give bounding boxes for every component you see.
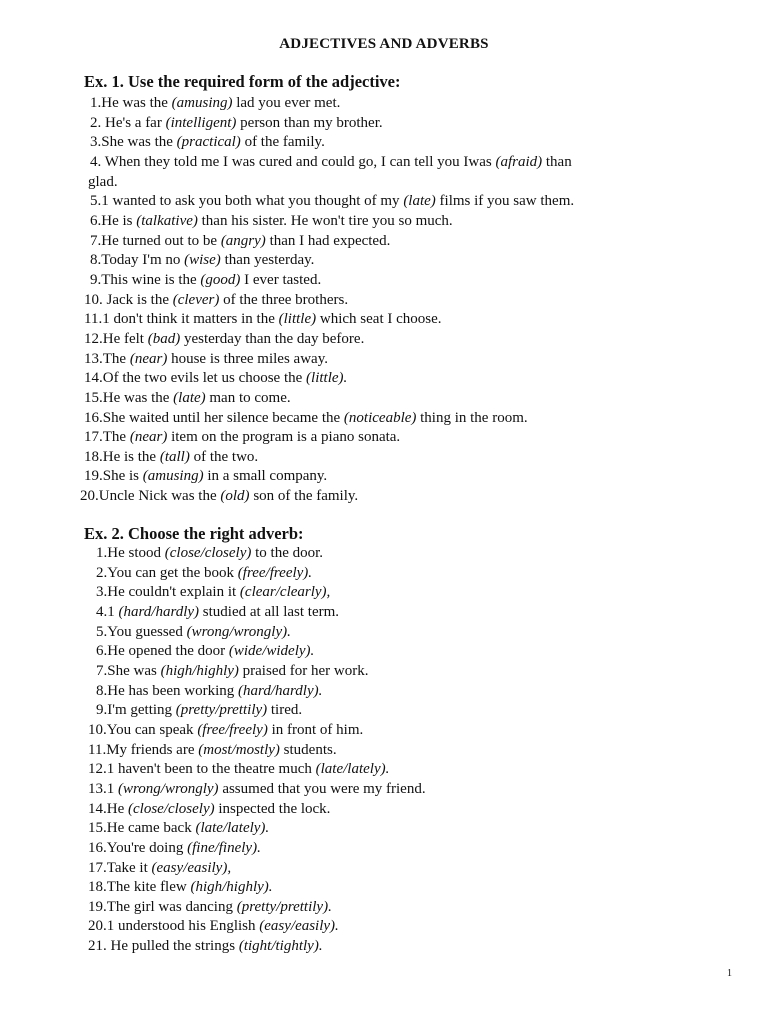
sentence-text: item on the program is a piano sonata. — [167, 429, 401, 446]
exercise-2-item — [0, 819, 730, 839]
sentence-text: studied at all last term. — [199, 603, 340, 620]
exercise-1-item — [0, 291, 730, 311]
page-title: ADJECTIVES AND ADVERBS — [279, 36, 489, 52]
sentence-text: 16.She waited until her silence became the — [84, 409, 344, 426]
word-hint: (late) — [403, 193, 436, 210]
sentence-text: 4.1 — [96, 603, 119, 620]
exercise-1-item-continuation: glad. — [88, 173, 118, 190]
sentence-text: man to come. — [205, 389, 291, 406]
sentence-text: I ever tasted. — [240, 271, 322, 288]
exercise-2-item — [0, 839, 730, 859]
exercise-1-item — [0, 350, 730, 370]
word-hint: (near) — [129, 350, 168, 367]
sentence-text: praised for her work. — [238, 662, 369, 679]
exercise-2-item — [0, 898, 730, 918]
sentence-text: which seat I choose. — [316, 311, 442, 328]
sentence-text: 18.The kite flew — [88, 879, 191, 896]
sentence-text: 5.1 wanted to ask you both what you thought of my — [90, 193, 404, 210]
exercise-1-item — [0, 467, 730, 487]
sentence-text: 20.Uncle Nick was the — [80, 488, 221, 505]
sentence-text: than yesterday. — [220, 252, 315, 269]
sentence-text: 10.You can speak — [88, 721, 198, 738]
sentence-text: in a small company. — [203, 468, 328, 485]
sentence-text: 12.He felt — [84, 330, 148, 347]
word-hint: (easy/easily), — [151, 859, 232, 876]
exercise-1-item — [0, 330, 730, 350]
sentence-text: assumed that you were my friend. — [218, 780, 426, 797]
exercise-1-item — [0, 212, 730, 232]
word-hint: (clever) — [172, 291, 220, 308]
word-hint: (late/lately). — [195, 820, 270, 837]
sentence-text: films if you saw them. — [435, 193, 575, 210]
sentence-text: 15.He was the — [84, 389, 174, 406]
sentence-text: 11.My friends are — [88, 741, 199, 758]
word-hint: (hard/hardly) — [118, 603, 200, 620]
word-hint: (wise) — [184, 252, 221, 269]
word-hint: (fine/finely). — [187, 839, 261, 856]
sentence-text: 19.She is — [84, 468, 143, 485]
word-hint: (amusing) — [142, 468, 204, 485]
exercise-2-item — [0, 937, 730, 957]
word-hint: (practical) — [176, 134, 241, 151]
exercise-1-item — [0, 133, 730, 153]
word-hint: (afraid) — [495, 153, 543, 170]
sentence-text: lad you ever met. — [232, 95, 341, 111]
exercise-2-heading: Ex. 2. Choose the right adverb: — [84, 524, 304, 543]
word-hint: (late/lately). — [315, 761, 390, 778]
word-hint: (most/mostly) — [198, 741, 280, 758]
word-hint: (intelligent) — [165, 114, 237, 131]
sentence-text: 10. Jack is the — [84, 291, 173, 308]
sentence-text: 13.1 — [88, 780, 118, 797]
word-hint: (close/closely) — [128, 800, 215, 817]
word-hint: (late) — [173, 389, 206, 406]
word-hint: (wrong/wrongly). — [186, 623, 291, 640]
word-hint: (wide/widely). — [228, 643, 315, 660]
exercise-2-item — [0, 917, 730, 937]
exercise-2-item — [0, 878, 730, 898]
exercise-2-item — [0, 682, 730, 702]
exercise-1-list — [0, 94, 730, 507]
sentence-text: 4. When they told me I was cured and could go, I can tell you Iwas — [90, 153, 496, 170]
word-hint: (clear/clearly), — [239, 584, 331, 601]
exercise-1-item — [0, 192, 730, 212]
sentence-text: 19.The girl was dancing — [88, 898, 237, 915]
word-hint: (free/freely) — [197, 721, 268, 738]
word-hint: (high/highly) — [160, 662, 239, 679]
sentence-text: 14.He — [88, 800, 128, 817]
sentence-text: person than my brother. — [236, 114, 383, 131]
exercise-2-item — [0, 701, 730, 721]
sentence-text: 17.Take it — [88, 859, 152, 876]
exercise-1-item — [0, 409, 730, 429]
word-hint: (pretty/prettily) — [175, 702, 268, 719]
sentence-text: than his sister. He won't tire you so much. — [197, 212, 453, 229]
sentence-text: 7.He turned out to be — [90, 232, 221, 249]
word-hint: (hard/hardly). — [238, 682, 323, 699]
word-hint: (little). — [306, 370, 348, 387]
sentence-text: 2.You can get the book — [96, 564, 238, 581]
exercise-1-item — [0, 448, 730, 468]
sentence-text: 7.She was — [96, 662, 161, 679]
exercise-1-item — [0, 271, 730, 291]
exercise-1-item — [0, 251, 730, 271]
word-hint: (talkative) — [136, 212, 198, 229]
sentence-text: 2. He's a far — [90, 114, 166, 131]
exercise-2-item — [0, 760, 730, 780]
sentence-text: 1.He was the — [90, 95, 172, 111]
sentence-text: 20.1 understood his English — [88, 918, 260, 935]
word-hint: (free/freely). — [237, 564, 313, 581]
sentence-text: 1.He stood — [96, 545, 165, 561]
sentence-text: 11.1 don't think it matters in the — [84, 311, 279, 328]
word-hint: (tight/tightly). — [238, 938, 323, 955]
exercise-1-item — [0, 94, 730, 114]
word-hint: (old) — [220, 488, 250, 505]
exercise-1-item — [0, 369, 730, 389]
sentence-text: 6.He opened the door — [96, 643, 229, 660]
sentence-text: 8.He has been working — [96, 682, 239, 699]
exercise-1-item — [0, 310, 730, 330]
word-hint: (easy/easily). — [259, 918, 339, 935]
sentence-text: thing in the room. — [416, 409, 528, 426]
exercise-1-item — [0, 389, 730, 409]
sentence-text: 3.He couldn't explain it — [96, 584, 240, 601]
exercise-1-item — [0, 153, 730, 173]
sentence-text: of the two. — [189, 448, 259, 465]
sentence-text: of the three brothers. — [219, 291, 349, 308]
sentence-text: 3.She was the — [90, 134, 177, 151]
sentence-text: yesterday than the day before. — [180, 330, 365, 347]
sentence-text: 9.This wine is the — [90, 271, 201, 288]
sentence-text: 6.He is — [90, 212, 137, 229]
sentence-text: 18.He is the — [84, 448, 160, 465]
word-hint: (bad) — [147, 330, 181, 347]
sentence-text: than I had expected. — [265, 232, 391, 249]
exercise-2-item — [0, 564, 730, 584]
word-hint: (high/highly). — [190, 879, 273, 896]
exercise-1-item — [0, 114, 730, 134]
sentence-text: house is three miles away. — [167, 350, 328, 367]
exercise-2-item — [0, 780, 730, 800]
sentence-text: 17.The — [84, 429, 130, 446]
exercise-2-item — [0, 544, 730, 564]
word-hint: (angry) — [220, 232, 266, 249]
sentence-text: students. — [279, 741, 337, 758]
sentence-text: of the family. — [240, 134, 325, 151]
exercise-2-item — [0, 642, 730, 662]
sentence-text: 15.He came back — [88, 820, 196, 837]
sentence-text: 21. He pulled the strings — [88, 938, 239, 955]
exercise-2-item — [0, 741, 730, 761]
sentence-text: 12.1 haven't been to the theatre much — [88, 761, 316, 778]
sentence-text: 8.Today I'm no — [90, 252, 185, 269]
word-hint: (wrong/wrongly) — [118, 780, 219, 797]
sentence-text: than — [542, 153, 572, 170]
sentence-text: 9.I'm getting — [96, 702, 176, 719]
exercise-1-item — [0, 428, 730, 448]
exercise-2-item — [0, 800, 730, 820]
sentence-text: to the door. — [251, 545, 324, 561]
exercise-2-item — [0, 603, 730, 623]
sentence-text: tired. — [267, 702, 303, 719]
exercise-2-item — [0, 583, 730, 603]
word-hint: (near) — [129, 429, 168, 446]
sentence-text: in front of him. — [267, 721, 364, 738]
word-hint: (pretty/prettily). — [236, 898, 332, 915]
sentence-text: 14.Of the two evils let us choose the — [84, 370, 307, 387]
sentence-text: 16.You're doing — [88, 839, 188, 856]
exercise-2-item — [0, 859, 730, 879]
sentence-text: 13.The — [84, 350, 130, 367]
sentence-text: 5.You guessed — [96, 623, 187, 640]
word-hint: (little) — [278, 311, 317, 328]
word-hint: (tall) — [159, 448, 190, 465]
word-hint: (noticeable) — [343, 409, 417, 426]
word-hint: (amusing) — [171, 95, 233, 111]
exercise-1-heading: Ex. 1. Use the required form of the adjective: — [84, 72, 401, 91]
exercise-2-item — [0, 623, 730, 643]
exercise-2-item — [0, 721, 730, 741]
sentence-text: son of the family. — [249, 488, 359, 505]
word-hint: (close/closely) — [164, 545, 252, 561]
word-hint: (good) — [200, 271, 241, 288]
page-number: 1 — [727, 968, 732, 979]
exercise-2-item — [0, 662, 730, 682]
exercise-1-item — [0, 232, 730, 252]
exercise-2-list — [0, 544, 730, 957]
sentence-text: inspected the lock. — [214, 800, 331, 817]
exercise-1-item — [0, 487, 730, 507]
